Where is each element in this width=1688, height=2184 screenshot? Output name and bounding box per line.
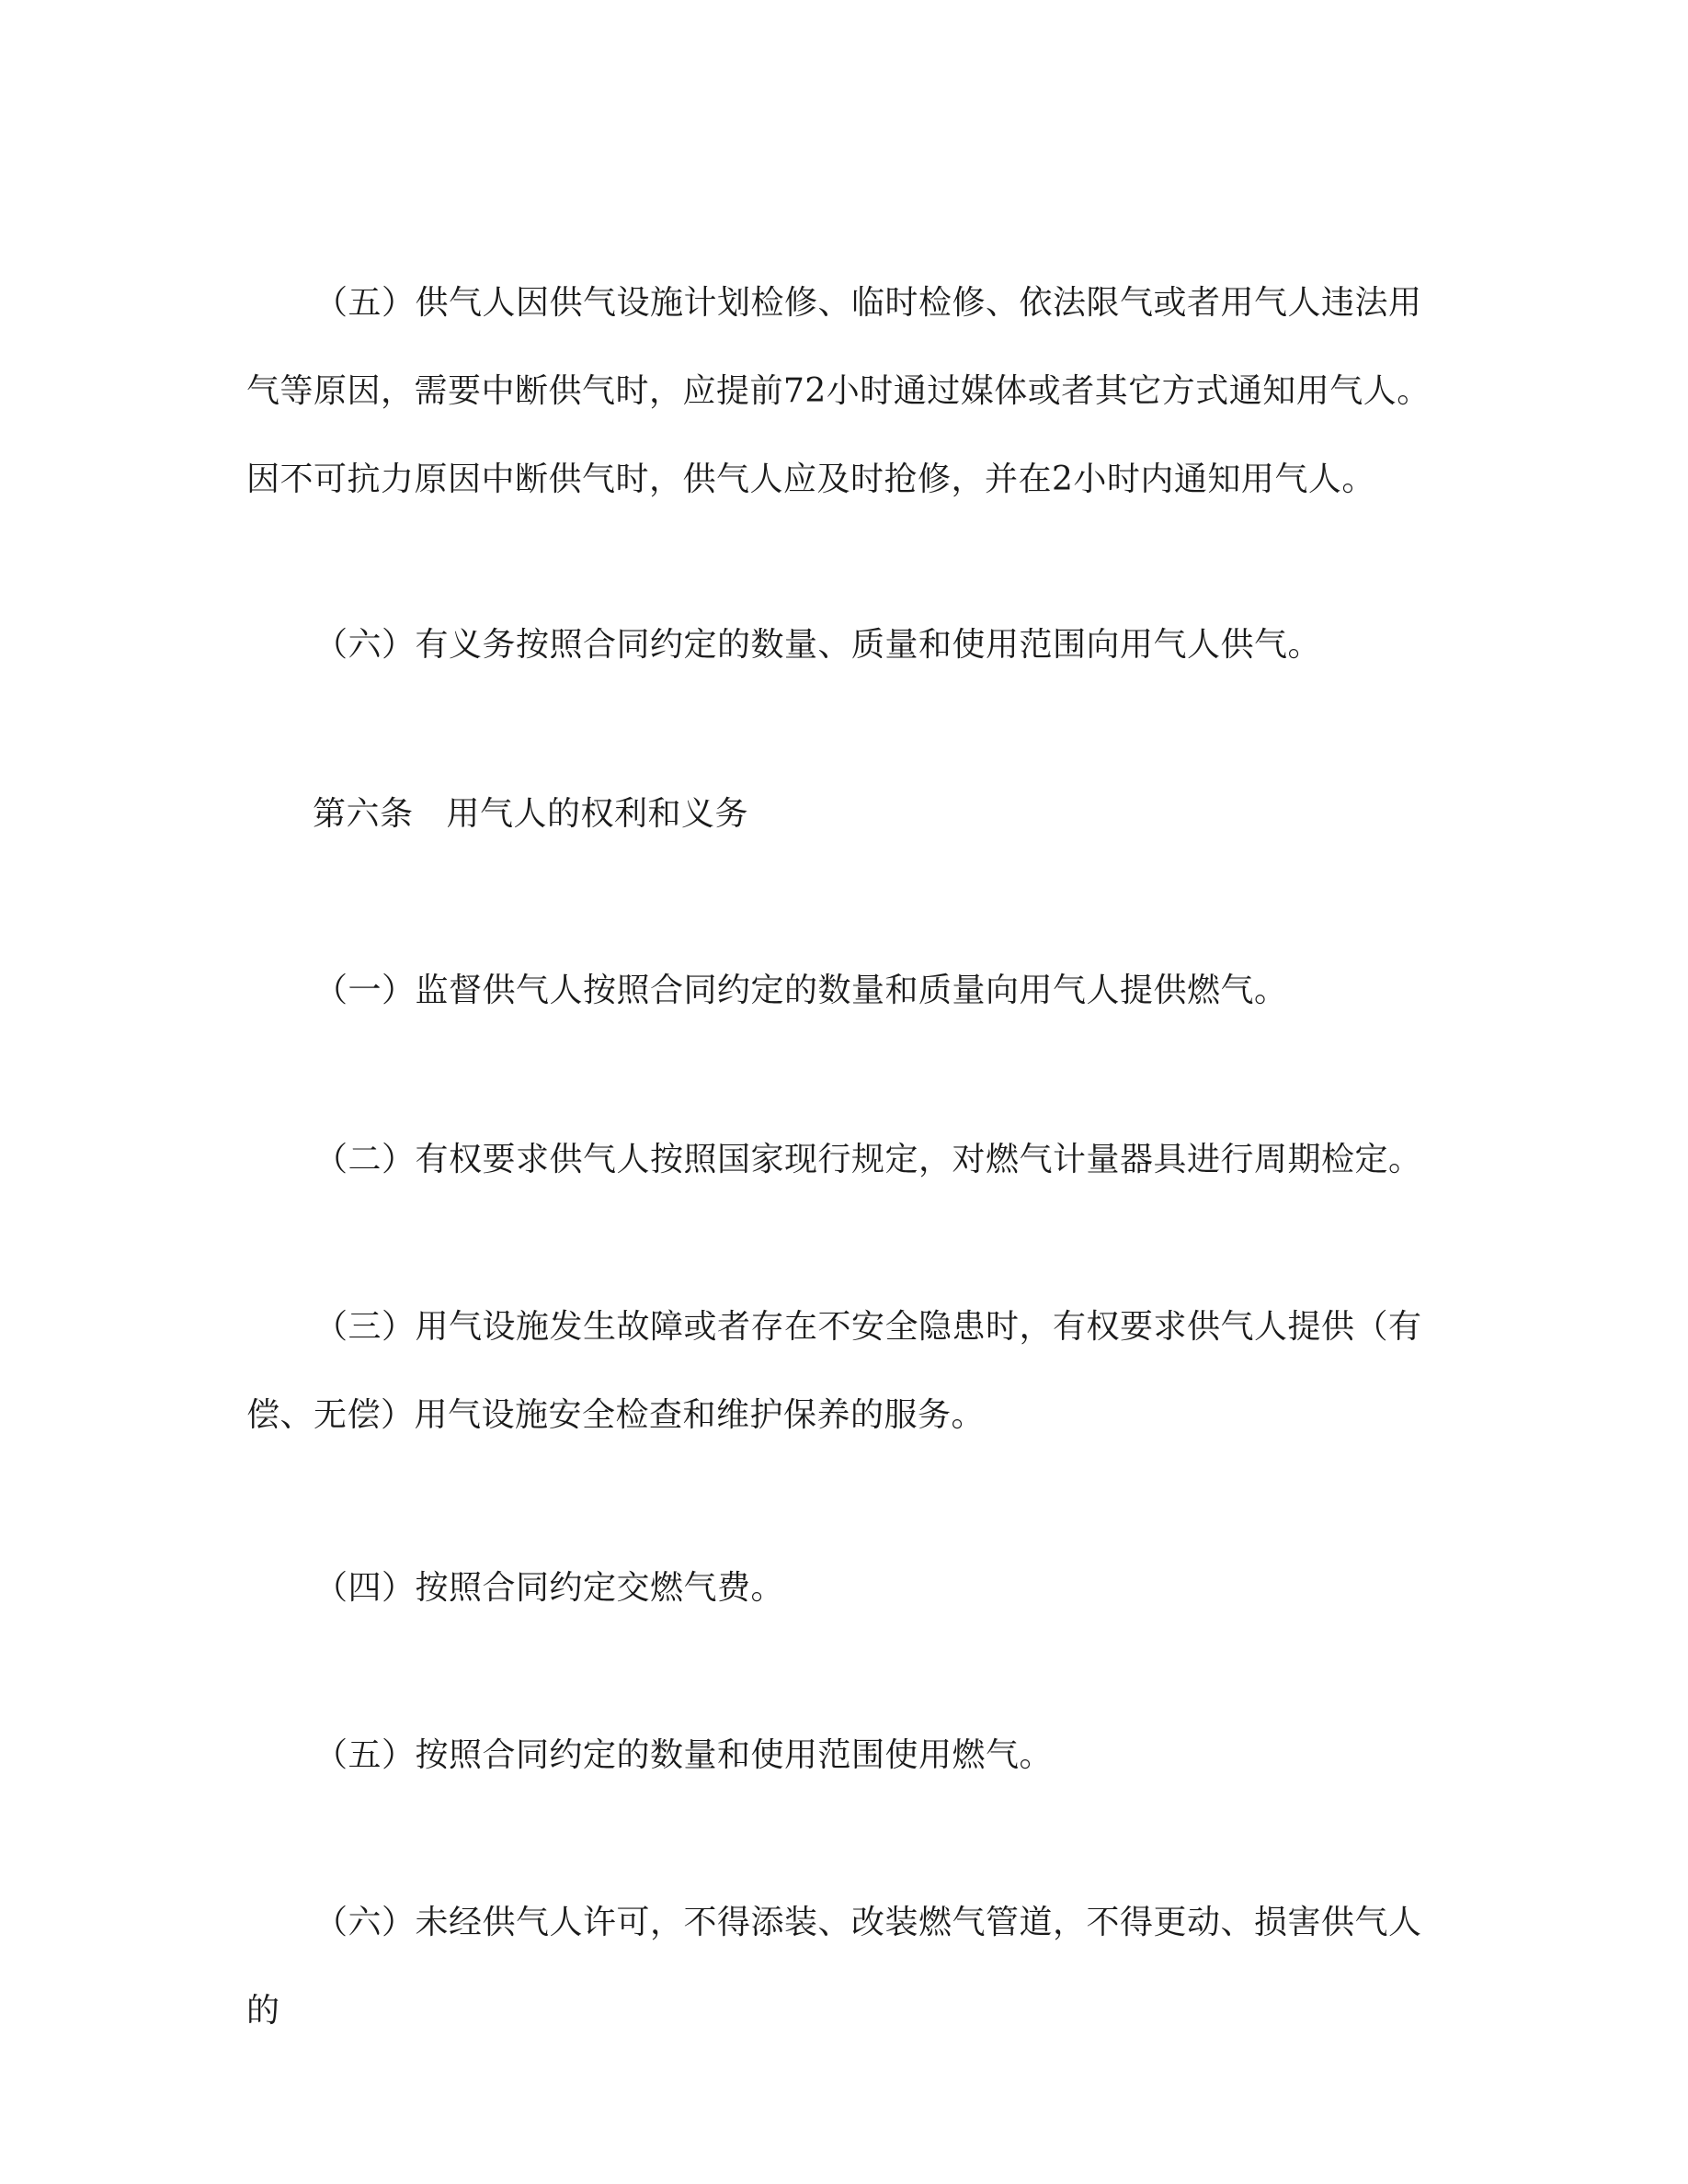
paragraph-user-pay: （四）按照合同约定交燃气费。: [314, 1569, 785, 1607]
paragraph-user-maintenance: （三）用气设施发生故障或者存在不安全隐患时，有权要求供气人提供（有偿、无偿）用气设施安全检查和维护保养的服务。: [246, 1308, 1422, 1434]
article-title: 用气人的权利和义务: [446, 795, 749, 833]
paragraph-user-usage-scope: （五）按照合同约定的数量和使用范围使用燃气。: [314, 1736, 1054, 1774]
article-number: 第六条: [313, 795, 414, 833]
paragraph-user-supervise: （一）监督供气人按照合同约定的数量和质量向用气人提供燃气。: [314, 972, 1288, 1009]
paragraph-user-no-modification: （六）未经供气人许可，不得添装、改装燃气管道，不得更动、损害供气人的: [246, 1904, 1422, 2030]
article-heading: [313, 792, 748, 836]
paragraph-supplier-interruption: （五）供气人因供气设施计划检修、临时检修、依法限气或者用气人违法用气等原因，需要中断供气时，应提前72小时通过媒体或者其它方式通知用气人。因不可抗力原因中断供气时，供气人应及时抢修，并在2小时内通知用气人。: [246, 284, 1431, 498]
paragraph-user-meter-check: （二）有权要求供气人按照国家现行规定，对燃气计量器具进行周期检定。: [314, 1141, 1422, 1178]
paragraph-supplier-duty: （六）有义务按照合同约定的数量、质量和使用范围向用气人供气。: [314, 626, 1322, 664]
